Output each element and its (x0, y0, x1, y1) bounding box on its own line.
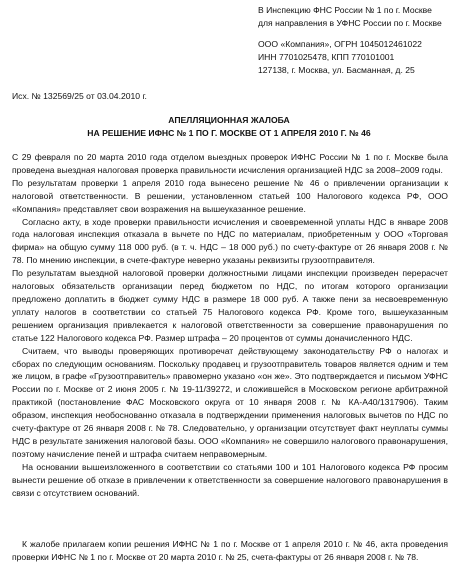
title-line-1: АПЕЛЛЯЦИОННАЯ ЖАЛОБА (168, 115, 290, 125)
title-line-2: НА РЕШЕНИЕ ИФНС № 1 ПО Г. МОСКВЕ ОТ 1 АПРЕЛЯ 2010 Г. № 46 (87, 127, 371, 138)
attachments-text: К жалобе прилагаем копии решения ИФНС № 1 по г. Москве от 1 апреля 2010 г. № 46, акта проведения проверки ИФНС № 1 по г. Москве от 20 марта 2010 г. № 25, счета-фактуры от 26 января 2008 г. № 78. (12, 539, 448, 562)
paragraph: С 29 февраля по 20 марта 2010 года отделом выездных проверок ИФНС России № 1 по г. Москве была проведена выездная налоговая проверка правильности исчисления организацией НДС за 2008–2009 годы. (12, 152, 448, 175)
paragraph: Считаем, что выводы проверяющих противоречат действующему законодательству РФ о налогах и сборах по следующим основаниям. Поскольку продавец и грузоотправитель товаров является одним и тем же лицом, в графе «Грузоотправитель» правомерно указано «он же». Это подтверждается и письмом УФНС России по г. Москве от 2 июня 2005 г. № 19-11/39272, и сложившейся в Московском регионе арбитражной практикой (постановление ФАС Московского округа от 10 января 2008 г. № КА-А40/1317906). Таким образом, инспекция необоснованно отказала в подтверждении применения налоговых вычетов по НДС по счету-фактуре от 26 января 2008 г. № 78. Следовательно, у организации отсутствует факт неуплаты суммы НДС в результате занижения налоговой базы. ООО «Компания» не совершило налогового правонарушения, поэтому начисление пеней и штрафа считаем неправомерным. (12, 345, 448, 459)
paragraph: По результатам проверки 1 апреля 2010 года вынесено решение № 46 о привлечении организации к налоговой ответственности. В решении, установленном статьей 100 Налогового кодекса РФ, ООО «Компания» представляет свои возражения на вышеуказанное решение. (12, 177, 448, 214)
outgoing-reference: Исх. № 132569/25 от 03.04.2010 г. (12, 91, 147, 101)
sender-line: ООО «Компания», ОГРН 1045012461022 (258, 38, 422, 49)
addressee-line: для направления в УФНС России по г. Москве (258, 17, 442, 28)
addressee-block (258, 4, 454, 77)
addressee-line: В Инспекцию ФНС России № 1 по г. Москве (258, 5, 432, 15)
complaint-body (12, 151, 448, 499)
paragraph: На основании вышеизложенного в соответствии со статьями 100 и 101 Налогового кодекса РФ просим вынести решение об отказе в привлечении к ответственности за совершение налогового правонарушения в связи с отсутствием оснований. (12, 461, 448, 498)
sender-line: 127138, г. Москва, ул. Басманная, д. 25 (258, 64, 415, 75)
paragraph: По результатам выездной налоговой проверки должностными лицами инспекции произведен перерасчет налоговых обязательств организации перед бюджетом по НДС, по итогам которого организации предложено доплатить в бюджет сумму НДС в размере 18 000 руб. А также пени за несвоевременную уплату налогов в соответствии со статьей 75 Налогового кодекса РФ. Кроме того, вышеуказанным решением организация привлекается к налоговой ответственности за совершение правонарушения по статье 122 Налогового кодекса РФ. Размер штрафа – 20 процентов от суммы доначисленного НДС. (12, 268, 448, 343)
attachments-note (12, 538, 448, 564)
paragraph: Согласно акту, в ходе проверки правильности исчисления и своевременной уплаты НДС в январе 2008 года налоговая инспекция отказала в вычете по НДС по материалам, приобретенным у ООО «Торговая фирма» на общую сумму 118 000 руб. (в т. ч. НДС – 18 000 руб.) по счету-фактуре от 26 января 2008 г. № 78. По мнению инспекции, в счете-фактуре неверно указаны реквизиты грузоотправителя. (12, 216, 448, 266)
sender-line: ИНН 7701025478, КПП 770101001 (258, 51, 395, 62)
document-title (0, 114, 458, 140)
